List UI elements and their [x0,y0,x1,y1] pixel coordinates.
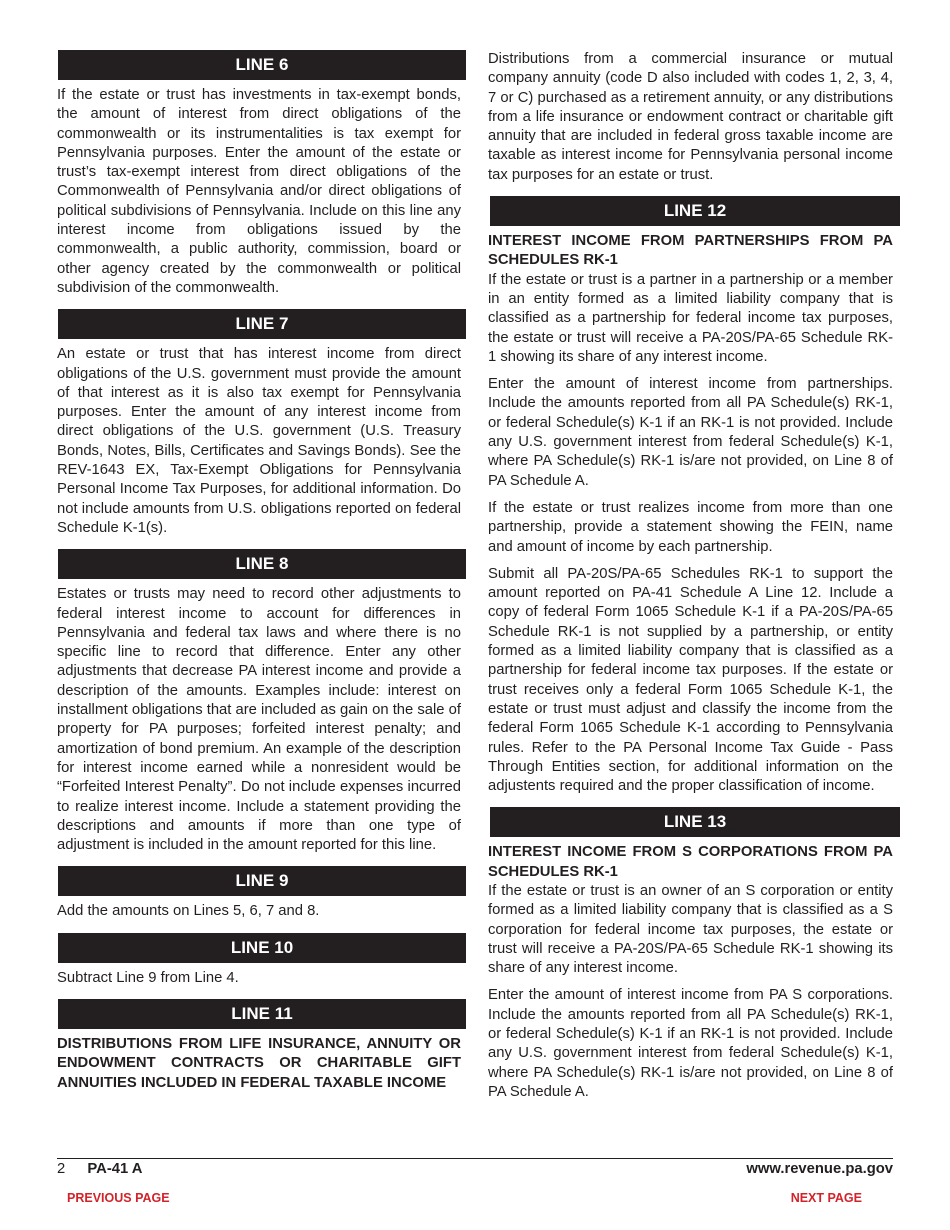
line-13-heading: LINE 13 [490,807,900,837]
line-8-heading: LINE 8 [58,549,466,579]
line-9-text: Add the amounts on Lines 5, 6, 7 and 8. [57,903,320,920]
line-10-text: Subtract Line 9 from Line 4. [57,969,239,986]
line-11-heading: LINE 11 [58,999,466,1029]
right-column [488,50,893,1102]
line-13-paragraph-2: Enter the amount of interest income from PA S corporations. Include the amounts reported from all PA Schedule(s) RK-1, or federal Schedule(s) K-1 if an RK-1 is not provided. Include any U.S. government interest from federal Schedule(s) K-1, where PA Schedule(s) RK-1 is/are not provided, on Line 8 of PA Schedule A. [488,987,893,1100]
line-12-paragraph-2: Enter the amount of interest income from partnerships. Include the amounts reported from all PA Schedule(s) RK-1, or federal Schedule(s) K-1 if an RK-1 is not provided. Include any U.S. government interest from federal Schedule(s) K-1, where PA Schedule(s) RK-1 is/are not provided, on Line 8 of PA Schedule A. [488,376,893,489]
line-12-heading: LINE 12 [490,196,900,226]
line-9-heading: LINE 9 [58,866,466,896]
line-8-text: Estates or trusts may need to record other adjustments to federal interest income to account for differences in Pennsylvania and federal tax laws and where there is no specific line to record that difference. Enter any other adjustments that decrease PA interest income and provide a description of the amounts. Examples include: interest on installment obligations that are included as gain on the sale of property for PA purposes; forfeited interest penalty; and amortization of bond premium. An example of the description for interest income earned while a nonresident would be “Forfeited Interest Penalty”. Do not include expenses incurred to realize interest income. Include a statement providing the descriptions and amounts if more than one type of adjustment is included in the amount reported for this line. [57,586,461,854]
line-6-text: If the estate or trust has investments in tax-exempt bonds, the amount of interest from direct obligations of the commonwealth or its instrumentalities is tax exempt for Pennsylvania purposes. Enter the amount of the estate or trust’s tax-exempt interest from direct obligations of the Commonwealth of Pennsylvania and/or direct obligations of political subdivisions of Pennsylvania. Include on this line any interest income from obligations issued by the commonwealth, a public authority, commission, board or other agency created by the commonwealth or political subdivision of the commonwealth. [57,87,461,296]
line-13-paragraph-1: If the estate or trust is an owner of an S corporation or entity formed as a limited liability company that is classified as a S corporation for federal income tax purposes, the estate or trust will receive a PA-20S/PA-65 Schedule RK-1 showing its share of any interest income. [488,882,893,977]
page-number: 2 [57,1161,66,1177]
line-12-paragraph-1: If the estate or trust is a partner in a partnership or a member in an entity formed as a limited liability company that is classified as a partnership for federal income tax purposes, the estate or trust will receive a PA-20S/PA-65 Schedule RK-1 showing its share of any interest income. [488,271,893,365]
line-13-subheading: INTEREST INCOME FROM S CORPORATIONS FROM PA SCHEDULES RK-1 [488,844,893,880]
line-10-heading: LINE 10 [58,933,466,963]
line-12-paragraph-3: If the estate or trust realizes income from more than one partnership, provide a statement showing the FEIN, name and amount of income by each partnership. [488,499,893,555]
line-7-heading: LINE 7 [58,309,466,339]
line-11-subheading: DISTRIBUTIONS FROM LIFE INSURANCE, ANNUITY OR ENDOWMENT CONTRACTS OR CHARITABLE GIFT ANNUITIES INCLUDED IN FEDERAL TAXABLE INCOME [57,1035,461,1091]
line-11-continued-text: Distributions from a commercial insurance or mutual company annuity (code D also included with codes 1, 2, 3, 4, 7 or C) purchased as a retirement annuity, or any distributions from a life insurance or endowment contract or charitable gift annuity that are included in federal gross taxable income are taxable as interest income for Pennsylvania personal income tax purposes for an estate or trust. [488,51,893,183]
line-7-text: An estate or trust that has interest income from direct obligations of the U.S. government must provide the amount of that interest as it is also tax exempt for Pennsylvania purposes. Enter the amount of any interest income from direct obligations of the U.S. government (U.S. Treasury Bonds, Notes, Bills, Certificates and Savings Bonds). See the REV-1643 EX, Tax-Exempt Obligations for Pennsylvania Personal Income Tax Purposes, for additional information. Do not include amounts from U.S. obligations reported on federal Schedule K-1(s). [57,346,461,536]
footer-website: www.revenue.pa.gov [746,1161,893,1177]
form-name: PA-41 A [87,1161,143,1177]
footer-divider [57,1158,893,1159]
previous-page-link[interactable]: PREVIOUS PAGE [67,1191,170,1205]
line-6-heading: LINE 6 [58,50,466,80]
line-12-paragraph-4: Submit all PA-20S/PA-65 Schedules RK-1 to support the amount reported on PA-41 Schedule A Line 12. Include a copy of federal Form 1065 Schedule K-1 if a PA-20S/PA-65 Schedule RK-1 is not supplied by a partnership, or entity formed as a limited liability company that is classified as a partnership for federal income tax purposes. If the estate or trust receives only a federal Form 1065 Schedule K-1, the estate or trust must adjust and classify the income from the federal Form 1065 Schedule K-1 according to Pennsylvania rules. Refer to the PA Personal Income Tax Guide - Pass Through Entities section, for additional information on the adjustents required and the proper classification of income. [488,565,893,795]
line-12-subheading: INTEREST INCOME FROM PARTNERSHIPS FROM PA SCHEDULES RK-1 [488,233,893,269]
next-page-link[interactable]: NEXT PAGE [790,1191,862,1205]
footer-page-info [57,1160,142,1179]
left-column [57,50,461,1093]
